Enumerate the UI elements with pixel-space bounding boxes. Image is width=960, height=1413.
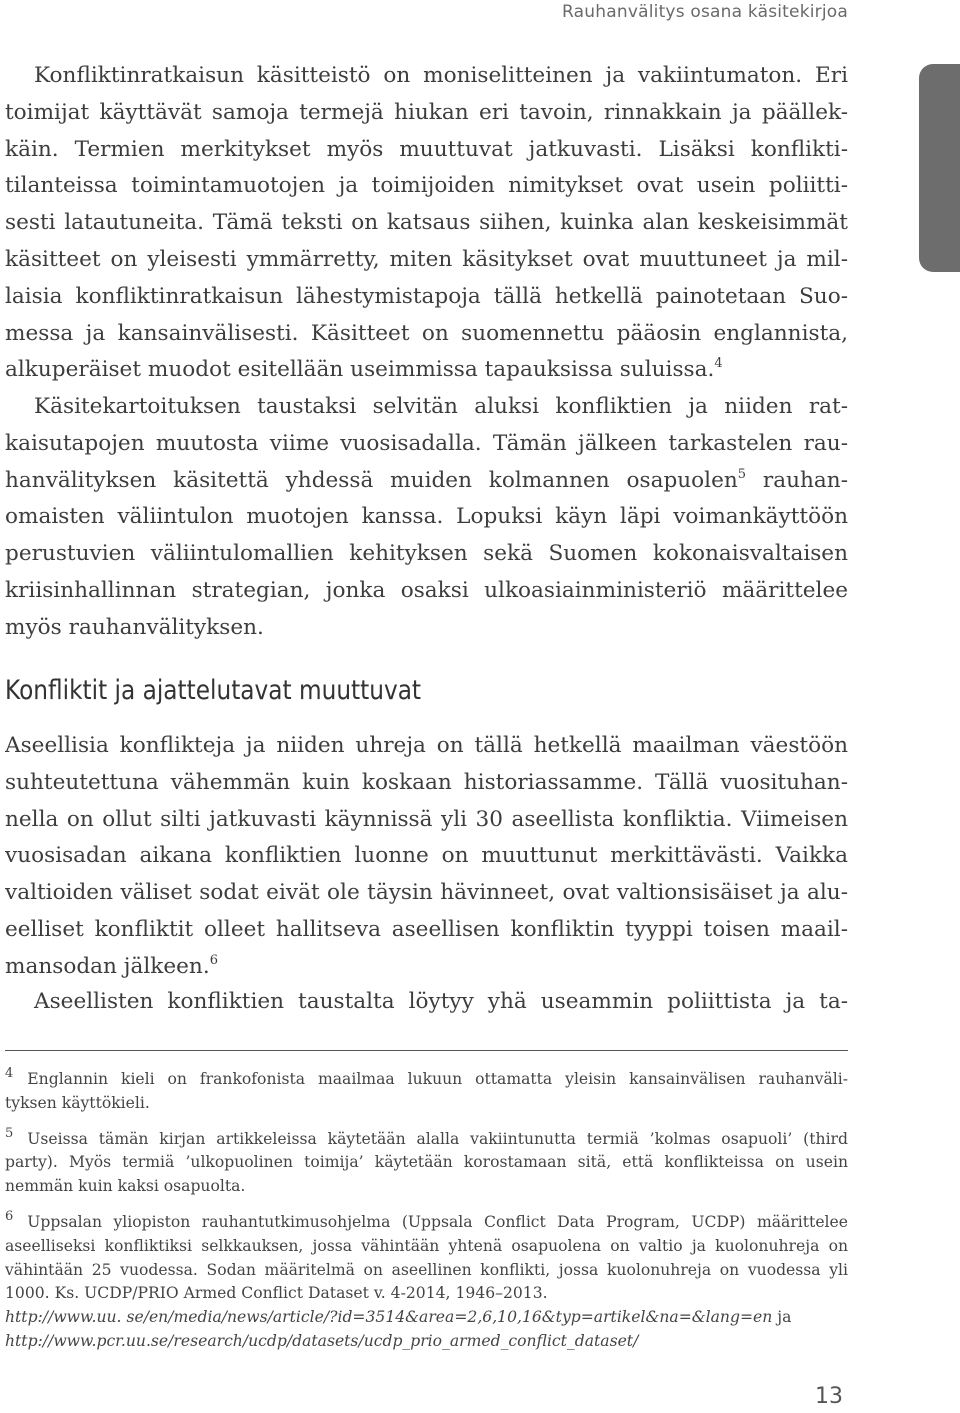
text-fragment: hanvälityksen käsitettä yhdessä muiden kolmannen osapuolen xyxy=(5,467,738,493)
text-line: perustuvien väliintulomallien kehityksen sekä Suomen kokonaisvaltaisen xyxy=(5,541,848,567)
page-number: 13 xyxy=(815,1384,843,1409)
text-line: valtioiden väliset sodat eivät ole täysin hävinneet, ovat valtionsisäiset ja alu- xyxy=(5,880,848,906)
footnote-line: tyksen käyttökieli. xyxy=(5,1093,150,1112)
text-line: kaisutapojen muutosta viime vuosisadalla. Tämän jälkeen tarkastelen rau- xyxy=(5,430,848,456)
text-line: Konfliktinratkaisun käsitteistö on moniselitteinen ja vakiintumaton. Eri xyxy=(34,63,848,88)
text-line: käin. Termien merkitykset myös muuttuvat jatkuvasti. Lisäksi konflikti- xyxy=(5,136,848,162)
footnotes xyxy=(5,1056,848,1354)
footnote-line: aseelliseksi konfliktiksi selkkauksen, jossa vähintään yhtenä osapuolena on valtio ja kuolonuhreja on xyxy=(5,1236,848,1255)
text-line: kriisinhallinnan strategian, jonka osaksi ulkoasiainministeriö määrittelee xyxy=(5,577,848,603)
text-line: omaisten väliintulon muotojen kanssa. Lopuksi käyn läpi voimankäyttöön xyxy=(5,504,848,530)
footnote-ref-5: 5 xyxy=(737,466,747,482)
text-line: käsitteet on yleisesti ymmärretty, miten käsitykset ovat muuttuneet ja mil- xyxy=(5,246,848,272)
paragraph-1 xyxy=(5,58,848,389)
paragraph-2 xyxy=(5,389,848,647)
text-line-with-footnote xyxy=(5,949,848,986)
footnote-link-2[interactable]: http://www.pcr.uu.se/research/ucdp/datasets/ucdp_prio_armed_conflict_dataset/ xyxy=(5,1331,639,1350)
chapter-thumb-tab xyxy=(919,64,960,272)
text-line: vuosisadan aikana konfliktien luonne on muuttunut merkittävästi. Vaikka xyxy=(5,843,848,869)
footnote-link-1[interactable]: http://www.uu. se/en/media/news/article/?id=3514&area=2,6,10,16&typ=artikel&na=&lang=en xyxy=(5,1308,773,1327)
text-line: toimijat käyttävät samoja termejä hiukan eri tavoin, rinnakkain ja päällek- xyxy=(5,99,848,125)
text-line: Käsitekartoituksen taustaksi selvitän aluksi konfliktien ja niiden rat- xyxy=(34,394,848,419)
footnote-number: 4 xyxy=(5,1066,14,1081)
running-head: Rauhanvälitys osana käsitekirjoa xyxy=(562,2,848,22)
footnote-4 xyxy=(5,1062,848,1116)
footnote-number: 6 xyxy=(5,1208,14,1224)
text-line: Aseellisia konflikteja ja niiden uhreja on tällä hetkellä maailman väestöön xyxy=(5,733,848,758)
footnote-5 xyxy=(5,1122,848,1199)
footnote-6 xyxy=(5,1205,848,1354)
text-line: Aseellisten konfliktien taustalta löytyy yhä useammin poliittista ja ta- xyxy=(34,989,848,1014)
footnote-line: vähintään 25 vuodessa. Sodan määritelmä on aseellinen konflikti, jossa kuolonuhreja on vuodessa yli xyxy=(5,1260,848,1279)
text-fragment: Uppsalan yliopiston rauhantutkimusohjelma (Uppsala Conflict Data Program, UCDP) määrittelee xyxy=(27,1212,848,1231)
text-line: messa ja kansainvälisesti. Käsitteet on suomennettu pääosin englannista, xyxy=(5,320,848,346)
footnote-line: 1000. Ks. UCDP/PRIO Armed Conflict Dataset v. 4-2014, 1946–2013. xyxy=(5,1284,548,1303)
text-fragment: rauhan- xyxy=(762,467,848,493)
footnote-line xyxy=(5,1205,848,1235)
text-line-with-footnote xyxy=(5,463,848,500)
text-line: sesti latautuneita. Tämä teksti on katsaus siihen, kuinka alan keskeisimmät xyxy=(5,210,848,236)
paragraph-3 xyxy=(5,728,848,986)
footnote-number: 5 xyxy=(5,1125,14,1141)
text-line: nella on ollut silti jatkuvasti käynnissä yli 30 aseellista konfliktia. Viimeisen xyxy=(5,806,848,832)
footnote-line: nemmän kuin kaksi osapuolta. xyxy=(5,1177,246,1196)
text-line: laisia konfliktinratkaisun lähestymistapoja tällä hetkellä painotetaan Suo- xyxy=(5,283,848,309)
text-fragment: Englannin kieli on frankofonista maailmaa lukuun ottamatta yleisin kansainvälisen rauhanväli- xyxy=(27,1070,848,1088)
text-fragment: alkuperäiset muodot esitellään useimmissa tapauksissa suluissa. xyxy=(5,357,715,383)
text-line: tilanteissa toimintamuotojen ja toimijoiden nimitykset ovat usein poliitti- xyxy=(5,173,848,199)
text-fragment: Useissa tämän kirjan artikkeleissa käytetään alalla vakiintunutta termiä ’kolmas osapuoli’ (third xyxy=(27,1129,848,1148)
text-line: eelliset konfliktit olleet hallitseva aseellisen konfliktin tyyppi toisen maail- xyxy=(5,916,848,942)
footnote-line: party). Myös termiä ’ulkopuolinen toimija’ käytetään korostamaan sitä, että konflikteissa on usein xyxy=(5,1153,848,1172)
text-line: suhteutettuna vähemmän kuin koskaan historiassamme. Tällä vuosituhan- xyxy=(5,769,848,795)
footnote-line xyxy=(5,1306,848,1330)
footnote-ref-4: 4 xyxy=(714,356,723,372)
footnote-divider xyxy=(5,1050,848,1051)
text-fragment: ja xyxy=(777,1308,792,1327)
text-line: myös rauhanvälityksen. xyxy=(5,614,264,640)
footnote-line xyxy=(5,1062,848,1092)
section-heading: Konfliktit ja ajattelutavat muuttuvat xyxy=(5,675,422,706)
text-fragment: mansodan jälkeen. xyxy=(5,953,210,979)
footnote-line xyxy=(5,1122,848,1152)
text-line-with-footnote xyxy=(5,352,848,389)
paragraph-4 xyxy=(5,984,848,1021)
footnote-ref-6: 6 xyxy=(209,952,218,968)
